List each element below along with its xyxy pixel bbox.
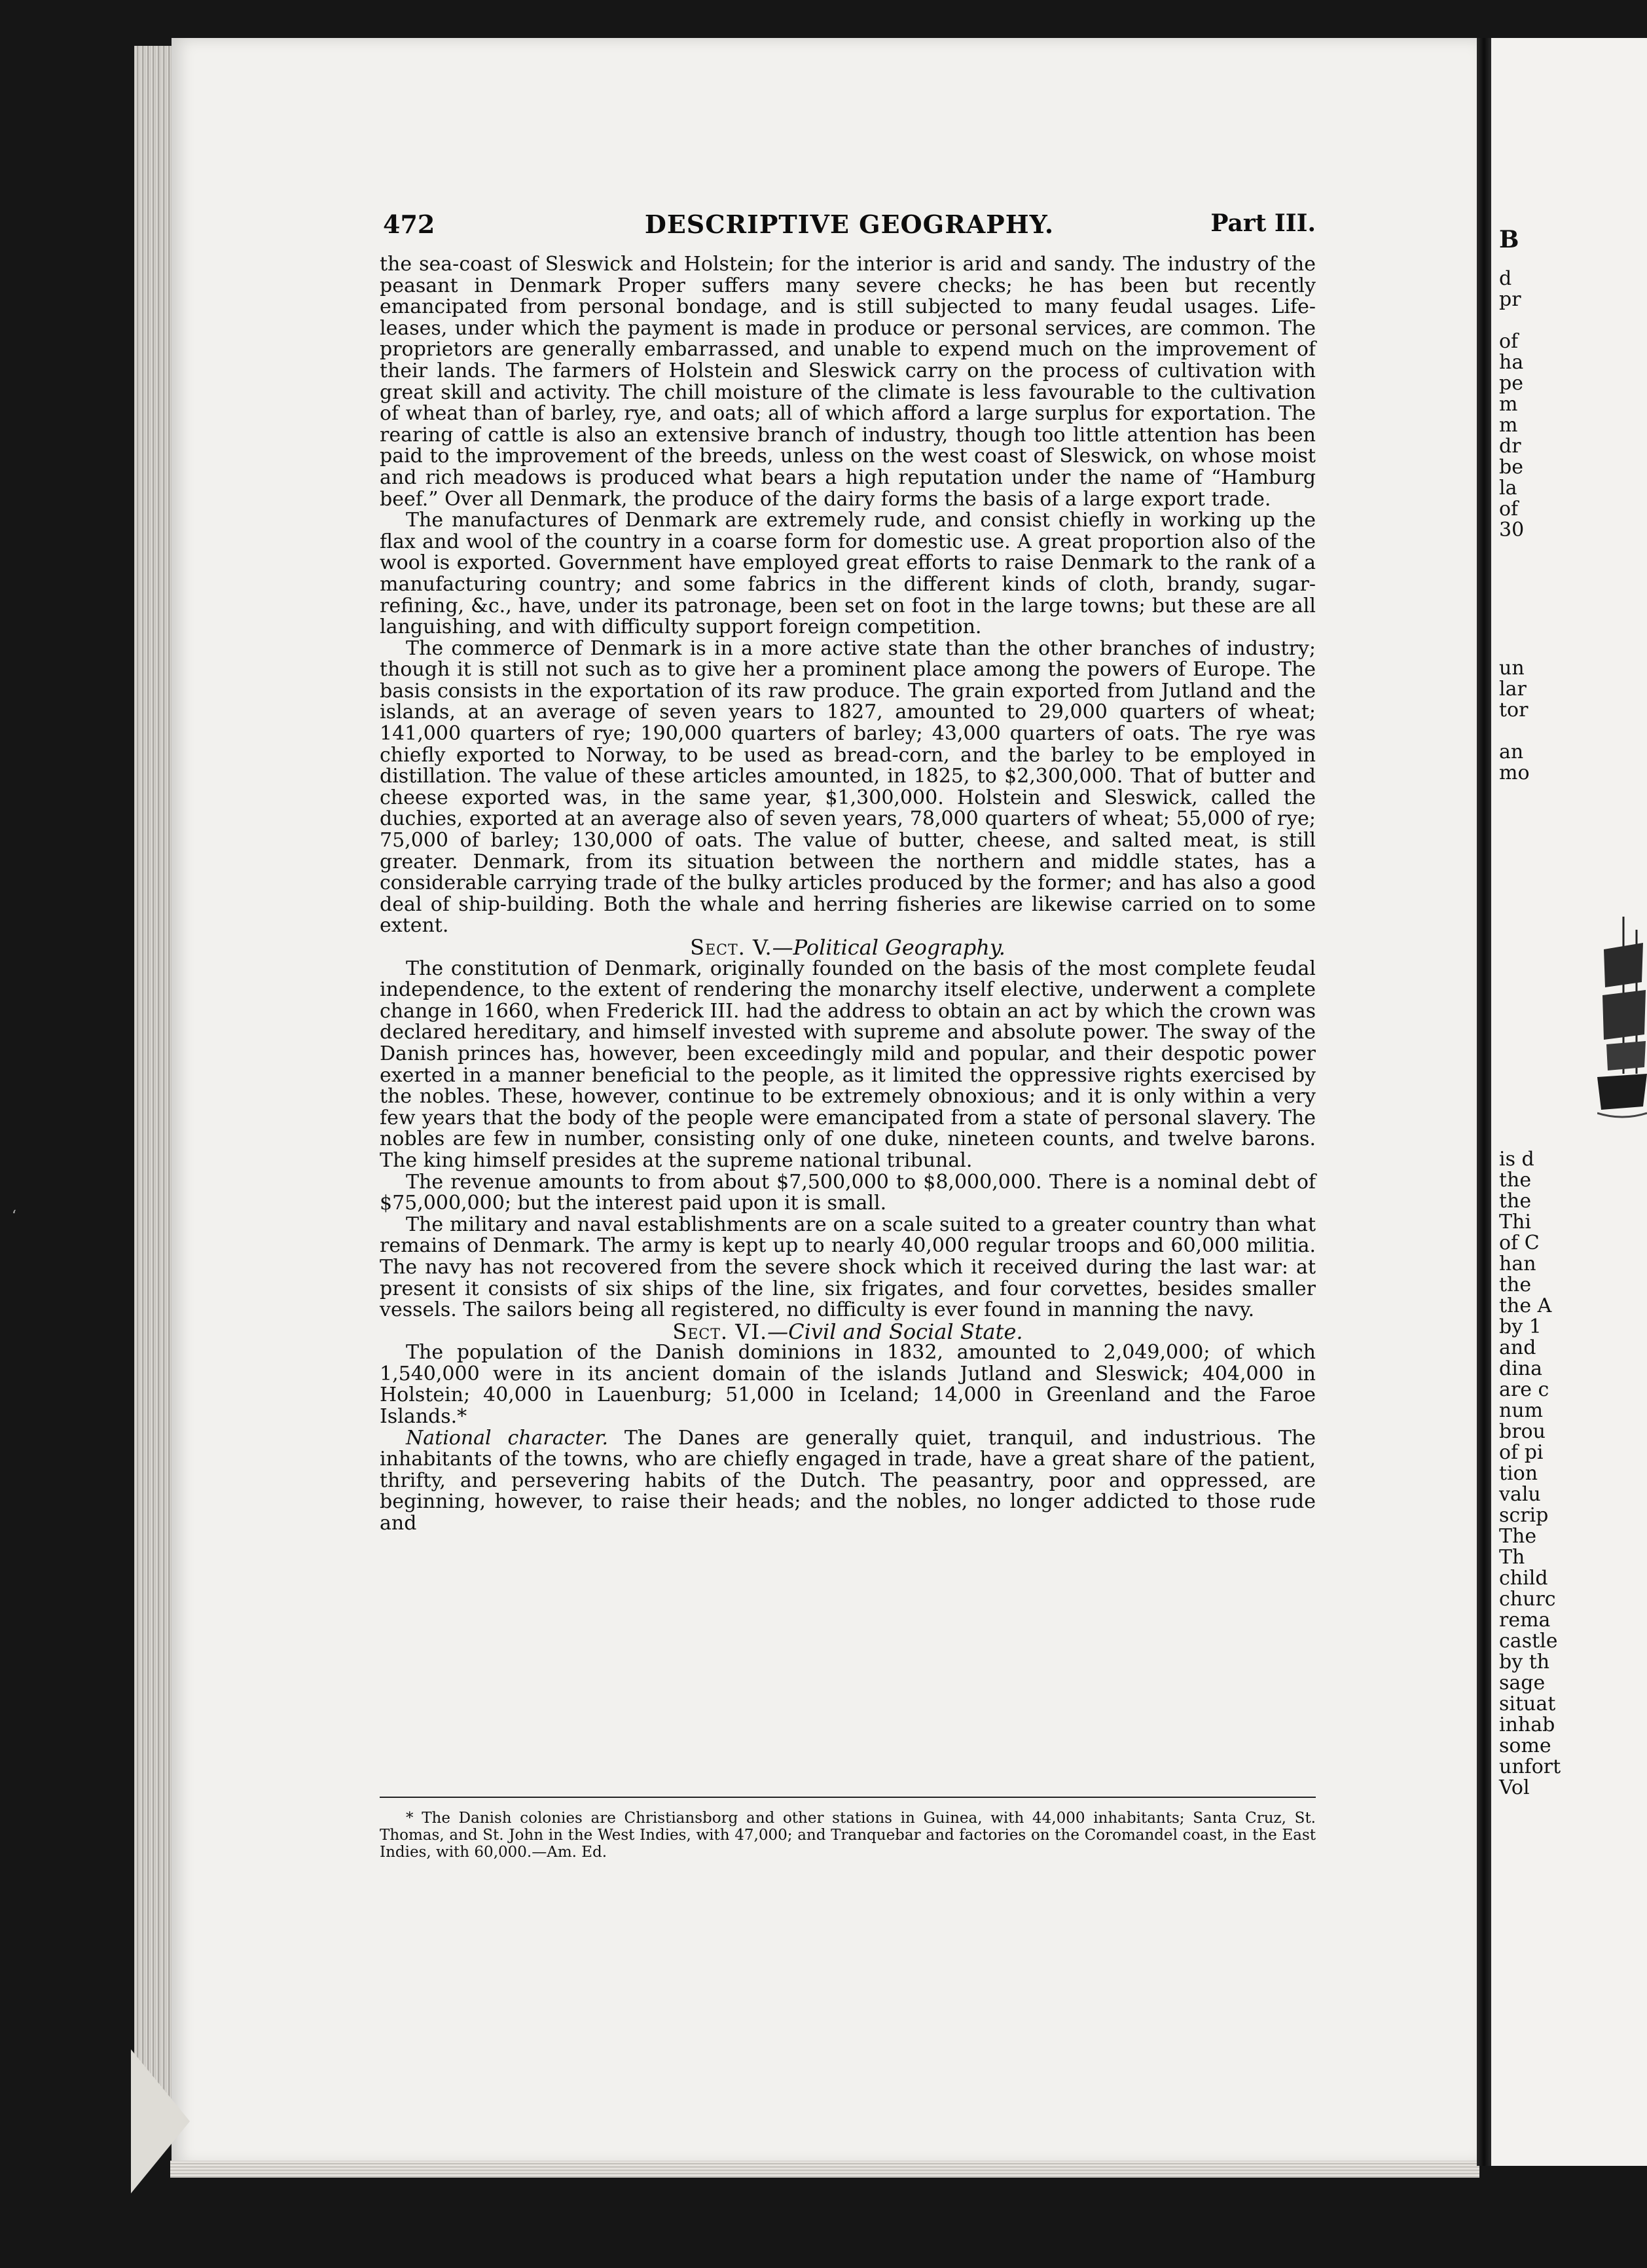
margin-mark: ‘ <box>12 1208 16 1224</box>
book-gutter <box>1477 38 1491 2166</box>
main-text <box>380 254 1316 1535</box>
paragraph-manufactures: The manufactures of Denmark are extremely rude, and consist chiefly in working up the flax and wool of the country in a coarse form for domestic use. A great proportion also of the wool is exported. Government have employed great efforts to raise Denmark to the rank of a manufacturing country; and some fabrics in the different kinds of cloth, brandy, sugar-refining, &c., have, under its patronage, been set on foot in the large towns; but these are all languishing, and with difficulty support foreign competition. <box>380 509 1316 639</box>
part-label: Part III. <box>1210 210 1316 237</box>
section-heading-political <box>380 937 1316 959</box>
folded-page-corner <box>131 2049 190 2193</box>
running-head <box>383 210 1316 249</box>
paragraph-commerce: The commerce of Denmark is in a more active state than the other branches of industry; though it is still not such as to give her a prominent place among the powers of Europe. The basis consists in the exportation of its raw produce. The grain exported from Jutland and the islands, at an average of seven years to 1827, amounted to 29,000 quarters of wheat; 141,000 quarters of rye; 190,000 quarters of barley; 43,000 quarters of oats. The rye was chiefly exported to Norway, to be used as bread-corn, and the barley to be employed in distillation. The value of these articles amounted, in 1825, to $2,300,000. That of butter and cheese exported was, in the same year, $1,300,000. Holstein and Sleswick, called the duchies, exported at an average also of seven years, 78,000 quarters of wheat; 55,000 of rye; 75,000 of barley; 130,000 of oats. The value of butter, cheese, and salted meat, is still greater. Denmark, from its situation between the northern and middle states, has a considerable carrying trade of the bulky articles produced by the former; and has also a good deal of ship-building. Both the whale and herring fisheries are likewise carried on to some extent. <box>380 636 1316 938</box>
section-number: Sect. V. <box>690 935 772 960</box>
paragraph-body: The Danes are generally quiet, tranquil, and industrious. The inhabitants of the towns, who are chiefly engaged in trade, have a great share of the patient, thrifty, and persevering habits of the Dutch. The peasantry, poor and oppressed, are beginning, however, to raise their heads; and the nobles, no longer addicted to those rude and <box>380 1426 1316 1535</box>
section-heading-civil <box>380 1321 1316 1343</box>
right-page-fragment-lower: is d the the Thi of C han the the A by 1 and dina are c num brou of pi tion valu scrip The Th child churc rema castle by th sage situat inhab some unfort Vol <box>1499 1148 1561 1799</box>
footnote: * The Danish colonies are Christiansborg and other stations in Guinea, with 44,000 inhabitants; Santa Cruz, St. Thomas, and St. John in the West Indies, with 47,000; and Tranquebar and factories on the Coromandel coast, in the East Indies, with 60,000.—Am. Ed. <box>380 1810 1316 1861</box>
page-stack-edge <box>134 46 172 2141</box>
section-title: —Civil and Social State. <box>767 1319 1023 1344</box>
footnote-rule <box>380 1797 1316 1798</box>
paragraph-agriculture: the sea-coast of Sleswick and Holstein; for the interior is arid and sandy. The industry of the peasant in Denmark Proper suffers many severe checks; he has been but recently emancipated from personal bondage, and is still subjected to many feudal usages. Life-leases, under which the payment is made in produce or personal services, are common. The proprietors are generally embarrassed, and unable to expend much on the improvement of their lands. The farmers of Holstein and Sleswick carry on the process of cultivation with great skill and activity. The chill moisture of the climate is less favourable to the cultivation of wheat than of barley, rye, and oats; all of which afford a large surplus for exportation. The rearing of cattle is also an extensive branch of industry, though too little attention has been paid to the improvement of the breeds, unless on the west coast of Sleswick, on whose moist and rich meadows is produced what bears a high reputation under the name of “Hamburg beef.” Over all Denmark, the produce of the dairy forms the basis of a large export trade. <box>380 253 1316 511</box>
right-page-running-head: B <box>1499 226 1519 253</box>
right-page-fragment-upper: d pr of ha pe m m dr be la of 30 <box>1499 267 1525 541</box>
paragraph-military: The military and naval establishments are on a scale suited to a greater country than what remains of Denmark. The army is kept up to nearly 40,000 regular troops and 60,000 militia. The navy has not recovered from the severe shock which it received during the last war: at present it consists of six ships of the line, six frigates, and four corvettes, besides smaller vessels. The sailors being all registered, no difficulty is ever found in manning the navy. <box>380 1213 1316 1322</box>
page-number: 472 <box>383 210 435 239</box>
section-title: —Political Geography. <box>772 935 1005 960</box>
paragraph-lead: National character. <box>406 1426 608 1450</box>
ship-engraving-icon <box>1597 910 1647 1126</box>
paragraph-population: The population of the Danish dominions in 1832, amounted to 2,049,000; of which 1,540,000 were in its ancient domain of the islands Jutland and Sleswick; 404,000 in Holstein; 40,000 in Lauenburg; 51,000 in Iceland; 14,000 in Greenland and the Faroe Islands.* <box>380 1341 1316 1429</box>
paragraph-constitution: The constitution of Denmark, originally founded on the basis of the most complete feudal independence, to the extent of rendering the monarchy itself elective, underwent a complete change in 1660, when Frederick III. had the address to obtain an act by which the crown was declared hereditary, and himself invested with supreme and absolute power. The sway of the Danish princes has, however, been exceedingly mild and popular, and their despotic power exerted in a manner beneficial to the people, as it limited the oppressive rights exercised by the nobles. These, however, continue to be extremely obnoxious; and it is only within a very few years that the body of the people were emancipated from a state of personal slavery. The nobles are few in number, consisting only of one duke, nineteen counts, and twelve barons. The king himself presides at the supreme national tribunal. <box>380 957 1316 1172</box>
paragraph-national-character <box>380 1428 1316 1535</box>
section-number: Sect. VI. <box>672 1319 768 1344</box>
page-bottom-edge <box>170 2161 1479 2178</box>
paragraph-revenue: The revenue amounts to from about $7,500,000 to $8,000,000. There is a nominal debt of $75,000,000; but the interest paid upon it is small. <box>380 1170 1316 1215</box>
right-page-fragment-middle: un lar tor an mo <box>1499 657 1530 784</box>
book-title: DESCRIPTIVE GEOGRAPHY. <box>644 210 1055 239</box>
